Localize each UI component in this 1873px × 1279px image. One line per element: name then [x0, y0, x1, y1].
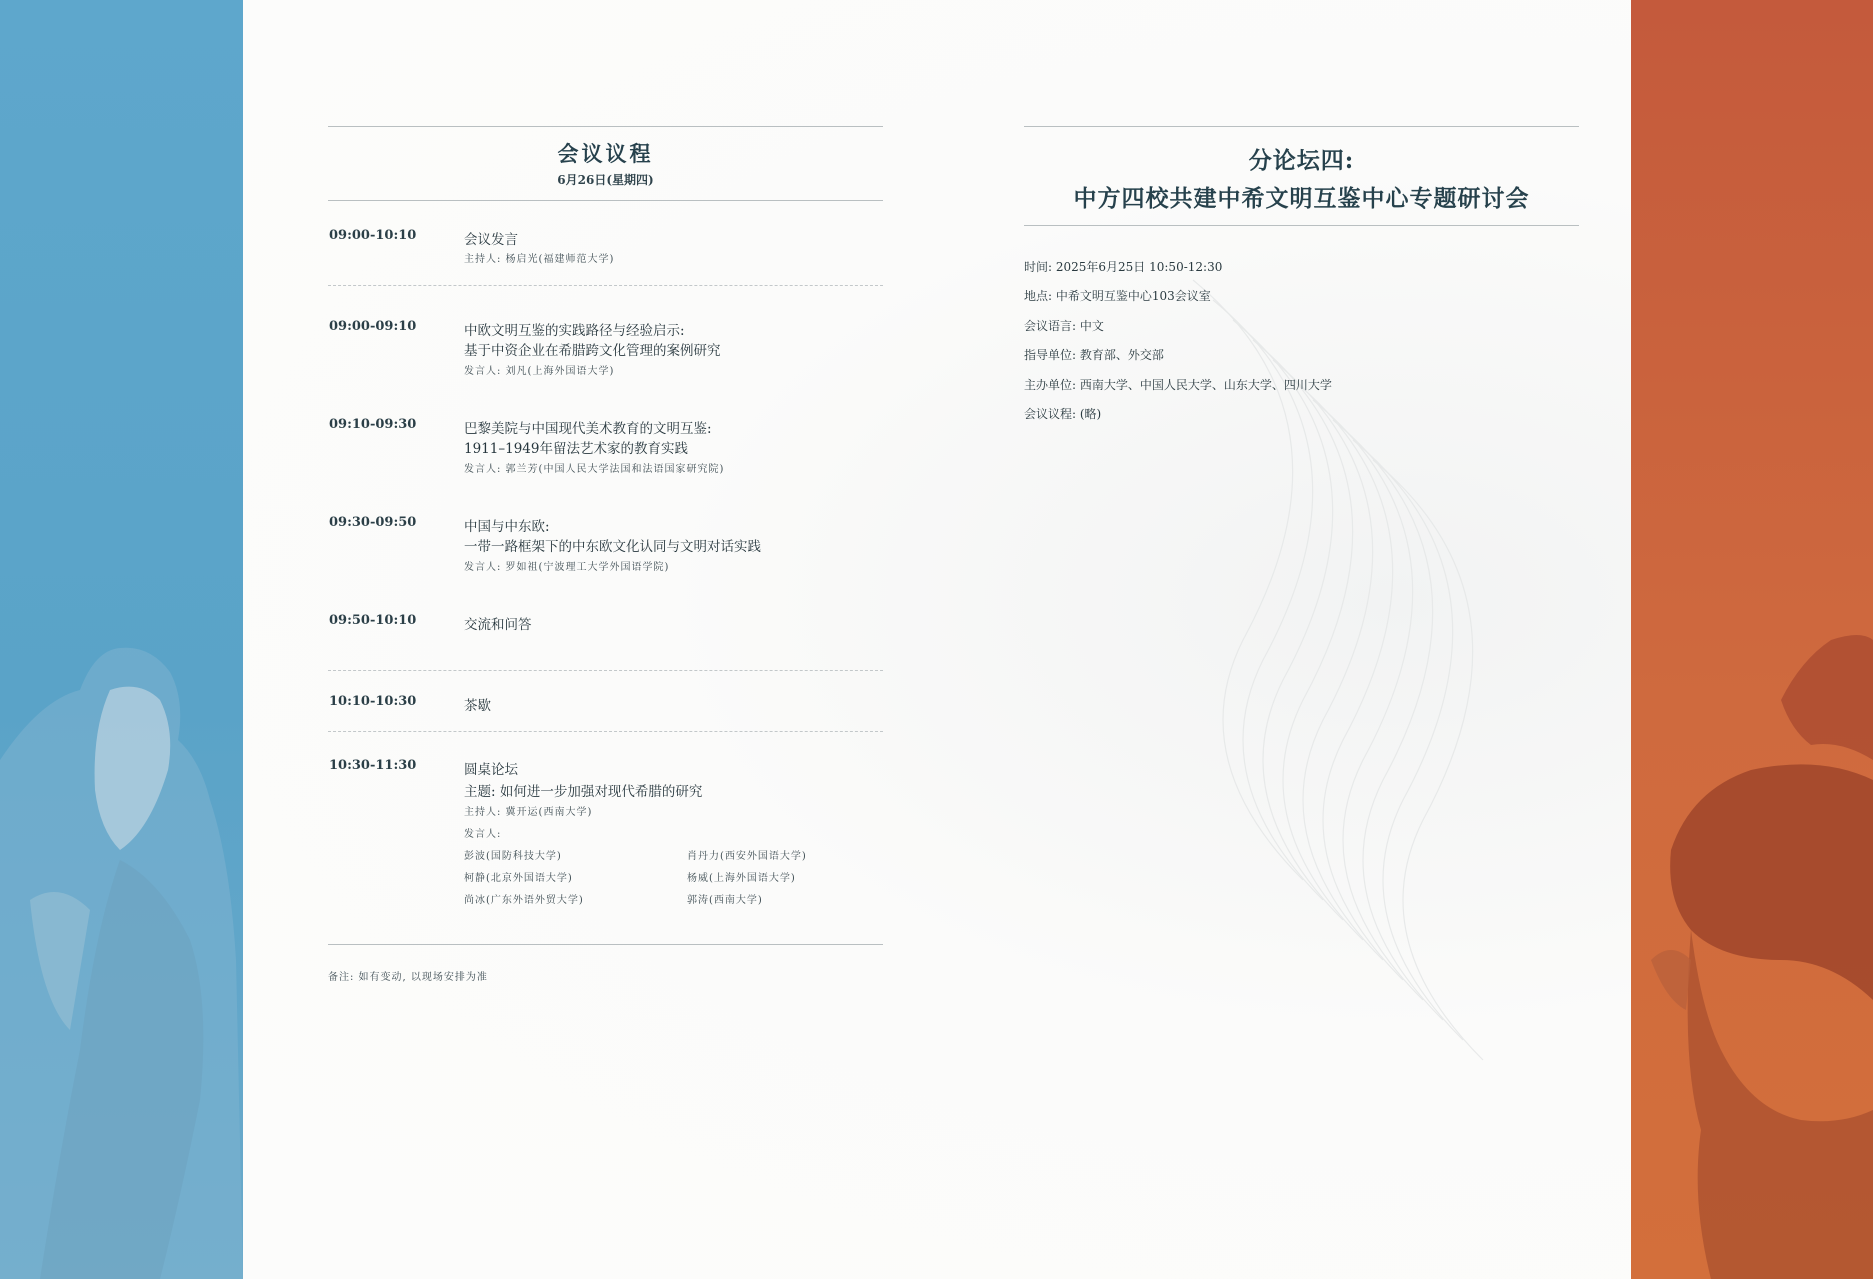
session-title: 茶歇 — [464, 698, 491, 714]
session-title: 中欧文明互鉴的实践路径与经验启示: — [464, 323, 685, 339]
forum-column — [1024, 0, 1579, 600]
agenda-date: 6月26日(星期四) — [557, 173, 654, 187]
session-time: 09:10-09:30 — [329, 417, 417, 432]
session-subtitle: 基于中资企业在希腊跨文化管理的案例研究 — [464, 343, 721, 359]
divider — [328, 200, 883, 201]
program-page — [243, 0, 1631, 1279]
speaker-name: 肖丹力(西安外国语大学) — [687, 851, 807, 862]
speaker-name: 柯静(北京外国语大学) — [464, 873, 573, 884]
speaker-name: 彭波(国防科技大学) — [464, 851, 562, 862]
session-time: 10:30-11:30 — [329, 758, 417, 773]
session-speaker: 发言人: 郭兰芳(中国人民大学法国和法语国家研究院) — [464, 464, 725, 475]
session-speaker: 发言人: 罗如祖(宁波理工大学外国语学院) — [464, 562, 670, 573]
session-subtitle: 1911–1949年留法艺术家的教育实践 — [464, 441, 688, 457]
session-title: 会议发言 — [464, 232, 518, 248]
forum-guidance: 指导单位: 教育部、外交部 — [1024, 348, 1164, 362]
session-title: 中国与中东欧: — [464, 519, 550, 535]
speakers-label: 发言人: — [464, 829, 502, 840]
session-host: 主持人: 杨启光(福建师范大学) — [464, 254, 615, 265]
dashed-divider — [328, 731, 883, 732]
speaker-name: 杨威(上海外国语大学) — [687, 873, 796, 884]
forum-subtitle: 中方四校共建中希文明互鉴中心专题研讨会 — [1073, 185, 1530, 212]
left-decorative-band — [0, 0, 243, 1279]
forum-language: 会议语言: 中文 — [1024, 319, 1104, 333]
forum-organizers: 主办单位: 西南大学、中国人民大学、山东大学、四川大学 — [1024, 378, 1332, 392]
session-title: 圆桌论坛 — [464, 762, 518, 778]
speaker-name: 郭涛(西南大学) — [687, 895, 763, 906]
session-speaker: 发言人: 刘凡(上海外国语大学) — [464, 366, 615, 377]
forum-title: 分论坛四: — [1248, 147, 1355, 174]
speaker-name: 尚冰(广东外语外贸大学) — [464, 895, 584, 906]
session-time: 10:10-10:30 — [329, 694, 417, 709]
session-theme: 主题: 如何进一步加强对现代希腊的研究 — [464, 784, 703, 800]
agenda-note: 备注: 如有变动, 以现场安排为准 — [328, 972, 488, 983]
dashed-divider — [328, 670, 883, 671]
agenda-title: 会议议程 — [557, 141, 654, 166]
session-title: 交流和问答 — [464, 617, 532, 633]
divider — [1024, 225, 1579, 226]
divider — [328, 944, 883, 945]
forum-time: 时间: 2025年6月25日 10:50-12:30 — [1024, 260, 1223, 274]
forum-agenda: 会议议程: (略) — [1024, 407, 1102, 421]
forum-venue: 地点: 中希文明互鉴中心103会议室 — [1024, 289, 1211, 303]
session-host: 主持人: 冀开运(西南大学) — [464, 807, 593, 818]
philosopher-figure-illustration — [0, 0, 243, 1279]
session-time: 09:00-09:10 — [329, 319, 417, 334]
agenda-column — [328, 0, 883, 1279]
session-title: 巴黎美院与中国现代美术教育的文明互鉴: — [464, 421, 712, 437]
session-time: 09:50-10:10 — [329, 613, 417, 628]
right-decorative-band — [1631, 0, 1873, 1279]
session-time: 09:00-10:10 — [329, 228, 417, 243]
session-time: 09:30-09:50 — [329, 515, 417, 530]
divider — [328, 126, 883, 127]
divider — [1024, 126, 1579, 127]
session-subtitle: 一带一路框架下的中东欧文化认同与文明对话实践 — [464, 539, 761, 555]
athena-statue-illustration — [1631, 0, 1873, 1279]
dashed-divider — [328, 285, 883, 286]
